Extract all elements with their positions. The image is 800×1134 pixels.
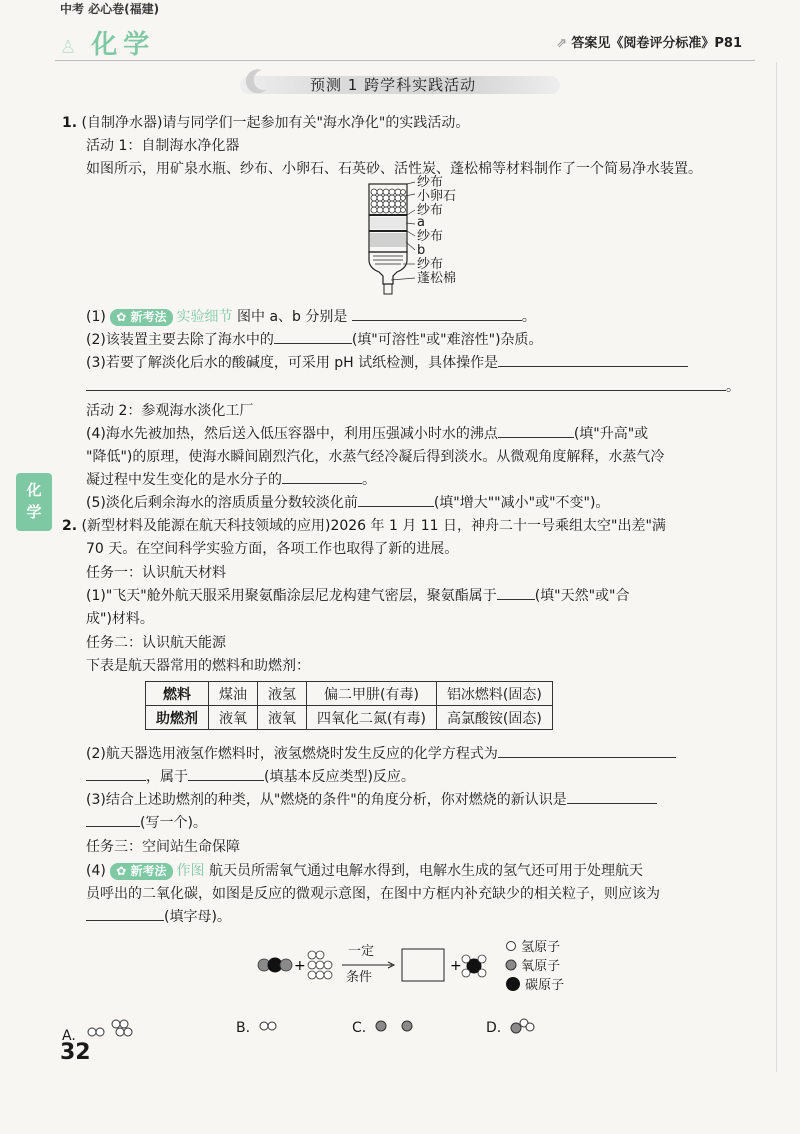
- q1-part2: [86, 329, 543, 351]
- header-divider: [55, 60, 755, 61]
- badge-text: 新考法: [130, 864, 167, 878]
- q2-task1: 任务一：认识航天材料: [86, 565, 226, 581]
- hydrogen-atom-icon: [505, 940, 517, 952]
- lightbulb-badge: ✿ 新考法: [110, 309, 172, 326]
- option-letter: A.: [62, 1028, 76, 1044]
- table-cell: 偏二甲肼(有毒): [307, 682, 437, 706]
- leaf-icon: ♙: [60, 37, 77, 58]
- q1-intro-text: (自制净水器)请与同学们一起参加有关"海水净化"的实践活动。: [81, 115, 470, 131]
- legend-label: 碳原子: [525, 978, 565, 993]
- q2-part2-text: (2)航天器选用液氢作燃料时，液氢燃烧时发生反应的化学方程式为: [86, 746, 498, 762]
- option-d[interactable]: [486, 1016, 542, 1039]
- q1-part4-text: (4)海水先被加热，然后送入低压容器中，利用压强减小时水的沸点: [86, 426, 498, 442]
- q1-activity2: 活动 2：参观海水淡化工厂: [86, 403, 254, 419]
- q1-part4: [86, 423, 648, 445]
- badge-text: 新考法: [130, 310, 167, 324]
- answer-blank[interactable]: [498, 743, 676, 758]
- q1-part2-text: (2)该装置主要去除了海水中的: [86, 332, 274, 348]
- q2-part4-line2: 员呼出的二氧化碳，如图是反应的微观示意图，在图中方框内补充缺少的相关粒子，则应该为: [86, 886, 660, 902]
- table-cell: 高氯酸铵(固态): [436, 706, 552, 730]
- q1-part3-text: (3)若要了解淡化后水的酸碱度，可采用 pH 试纸检测，具体操作是: [86, 355, 499, 371]
- q2-part2: [86, 743, 676, 765]
- option-b-particles: [255, 1016, 285, 1036]
- q2-part3-tail: (写一个)。: [140, 815, 207, 831]
- svg-text:+: +: [294, 958, 306, 974]
- carbon-atom-icon: [505, 976, 521, 992]
- part-label: (1): [86, 309, 106, 325]
- device-label: a: [417, 215, 425, 230]
- table-row: [146, 682, 553, 706]
- q1-intro: [62, 112, 469, 134]
- q2-intro-text: (新型材料及能源在航天科技领域的应用)2026 年 1 月 11 日，神舟二十一号乘组太空"出差"满: [81, 518, 666, 534]
- q2-part1-text: (1)"飞天"舱外航天服采用聚氨酯涂层尼龙构建气密层，聚氨酯属于: [86, 588, 497, 604]
- q1-part4-line2: "降低")的原理，使海水瞬间剧烈汽化，水蒸气经冷凝后得到淡水。从微观角度解释，水蒸气冷: [86, 449, 665, 465]
- co2-molecule: [258, 958, 292, 973]
- side-tab-char: 化: [26, 481, 42, 499]
- oxygen-atom-icon: [505, 959, 517, 971]
- subject-side-tab: [16, 473, 52, 531]
- answer-blank[interactable]: [188, 766, 264, 781]
- q1-part4-line3: 凝过程中发生变化的是水分子的 。: [86, 469, 376, 491]
- q2-part1: [86, 585, 630, 607]
- reaction-diagram: [250, 935, 500, 995]
- q2-intro-line2: 70 天。在空间科学实验方面，各项工作也取得了新的进展。: [86, 541, 459, 557]
- device-label: 纱布: [417, 175, 444, 190]
- question-number: 1.: [62, 115, 78, 131]
- subject-title: [60, 24, 155, 61]
- answer-blank[interactable]: [86, 766, 146, 781]
- q2-intro: [62, 515, 666, 537]
- table-cell: 液氧: [209, 706, 258, 730]
- q2-part3-text: (3)结合上述助燃剂的种类，从"燃烧的条件"的角度分析，你对燃烧的新认识是: [86, 792, 567, 808]
- option-c-particles: [371, 1016, 421, 1036]
- q2-part4-line3: [86, 906, 231, 928]
- table-cell: 液氧: [258, 706, 307, 730]
- q2-part4-tail: (填字母)。: [164, 909, 231, 925]
- option-b[interactable]: [236, 1016, 285, 1039]
- table-cell: 液氢: [258, 682, 307, 706]
- answer-blank[interactable]: [274, 329, 352, 344]
- device-label: b: [417, 243, 426, 258]
- answer-blank[interactable]: [498, 423, 574, 438]
- q1-activity1: 活动 1：自制海水净化器: [86, 138, 240, 154]
- answer-blank[interactable]: [358, 492, 434, 507]
- device-label: 纱布: [417, 203, 444, 218]
- arrow-label-bottom: 条件: [346, 970, 373, 985]
- q2-part3-line2: [86, 812, 207, 834]
- device-label: 纱布: [417, 257, 444, 272]
- table-cell: 煤油: [209, 682, 258, 706]
- q2-part2-text-b: (填基本反应类型)反应。: [264, 769, 415, 785]
- q1-part2-tail: (填"可溶性"或"难溶性")杂质。: [351, 332, 543, 348]
- q2-part2-line2: [86, 766, 415, 788]
- svg-text:+: +: [450, 958, 462, 974]
- legend-label: 氧原子: [521, 959, 561, 974]
- q2-part4: [86, 860, 643, 882]
- water-molecule: [462, 955, 486, 977]
- option-letter: C.: [352, 1020, 367, 1036]
- answer-blank[interactable]: [86, 906, 164, 921]
- answer-ref-text: 答案见《阅卷评分标准》P81: [571, 36, 742, 51]
- table-cell: 铝冰燃料(固态): [436, 682, 552, 706]
- legend-item: [505, 936, 564, 955]
- table-cell: 助燃剂: [146, 706, 209, 730]
- arrow-label-top: 一定: [348, 944, 375, 959]
- q2-task2: 任务二：认识航天能源: [86, 635, 226, 651]
- answer-blank[interactable]: [352, 306, 522, 321]
- answer-blank[interactable]: [86, 812, 140, 827]
- option-letter: B.: [236, 1020, 251, 1036]
- q1-part3: [86, 352, 688, 374]
- q1-activity1-text: 如图所示，用矿泉水瓶、纱布、小卵石、石英砂、活性炭、蓬松棉等材料制作了一个简易净水装置。: [86, 161, 702, 177]
- table-cell: 四氧化二氮(有毒): [307, 706, 437, 730]
- part-label: (4): [86, 863, 106, 879]
- crescent-icon: [242, 66, 272, 96]
- answer-blank[interactable]: [86, 376, 726, 391]
- legend-label: 氢原子: [521, 940, 561, 955]
- q2-part2-text-a: ，属于: [146, 769, 188, 785]
- question-number: 2.: [62, 518, 78, 534]
- answer-blank[interactable]: [497, 585, 535, 600]
- q1-part1: (1) ✿ 新考法 实验细节 图中 a、b 分别是 。: [86, 306, 536, 328]
- q2-part4-text: 航天员所需氧气通过电解水得到，电解水生成的氢气还可用于处理航天: [209, 863, 643, 879]
- subject-label: 化学: [91, 30, 156, 60]
- device-label: 小卵石: [417, 189, 457, 204]
- option-c[interactable]: [352, 1016, 421, 1039]
- answer-blank[interactable]: [498, 352, 688, 367]
- q2-part1-line2: 成")材料。: [86, 611, 154, 627]
- q2-table-intro: 下表是航天器常用的燃料和助燃剂：: [86, 658, 310, 674]
- margin-line: [776, 62, 777, 1072]
- q1-part3-line2: 。: [86, 376, 740, 398]
- option-d-particles: [506, 1016, 542, 1036]
- answer-blank[interactable]: [282, 469, 362, 484]
- page-number: 32: [60, 1040, 91, 1065]
- device-label: 蓬松棉: [417, 271, 457, 286]
- option-letter: D.: [486, 1020, 502, 1036]
- lightbulb-badge: ✿ 新考法: [110, 863, 172, 880]
- section-title: 预测 1 跨学科实践活动: [310, 76, 477, 94]
- q1-part5-tail: (填"增大""减小"或"不变")。: [433, 495, 610, 511]
- q1-part4-text-c: 凝过程中发生变化的是水分子的: [86, 472, 282, 488]
- hydrogen-molecules: [308, 951, 332, 979]
- arrow-icon: ⇗: [555, 36, 567, 51]
- q2-task3: 任务三：空间站生命保障: [86, 839, 240, 855]
- atom-legend: [505, 936, 564, 993]
- device-label: 纱布: [417, 229, 444, 244]
- badge-subtitle: 实验细节: [176, 309, 233, 325]
- answer-reference: [556, 32, 742, 51]
- series-title: 中考 必心卷(福建): [60, 2, 160, 16]
- answer-blank[interactable]: [567, 789, 657, 804]
- legend-item: [505, 974, 564, 993]
- q1-part1-text: 图中 a、b 分别是: [237, 309, 348, 325]
- table-cell: 燃料: [146, 682, 209, 706]
- q2-part3: [86, 789, 657, 811]
- device-labels: [417, 176, 456, 286]
- fuel-table: [145, 681, 553, 730]
- side-tab-char: 学: [26, 503, 42, 521]
- badge-subtitle: 作图: [176, 863, 205, 879]
- q1-part5: [86, 492, 609, 514]
- q2-part1-text-b: (填"天然"或"合: [534, 588, 630, 604]
- q1-part5-text: (5)淡化后剩余海水的溶质质量分数较淡化前: [86, 495, 358, 511]
- q1-part4-text-b: (填"升高"或: [573, 426, 649, 442]
- legend-item: [505, 955, 564, 974]
- table-row: [146, 706, 553, 730]
